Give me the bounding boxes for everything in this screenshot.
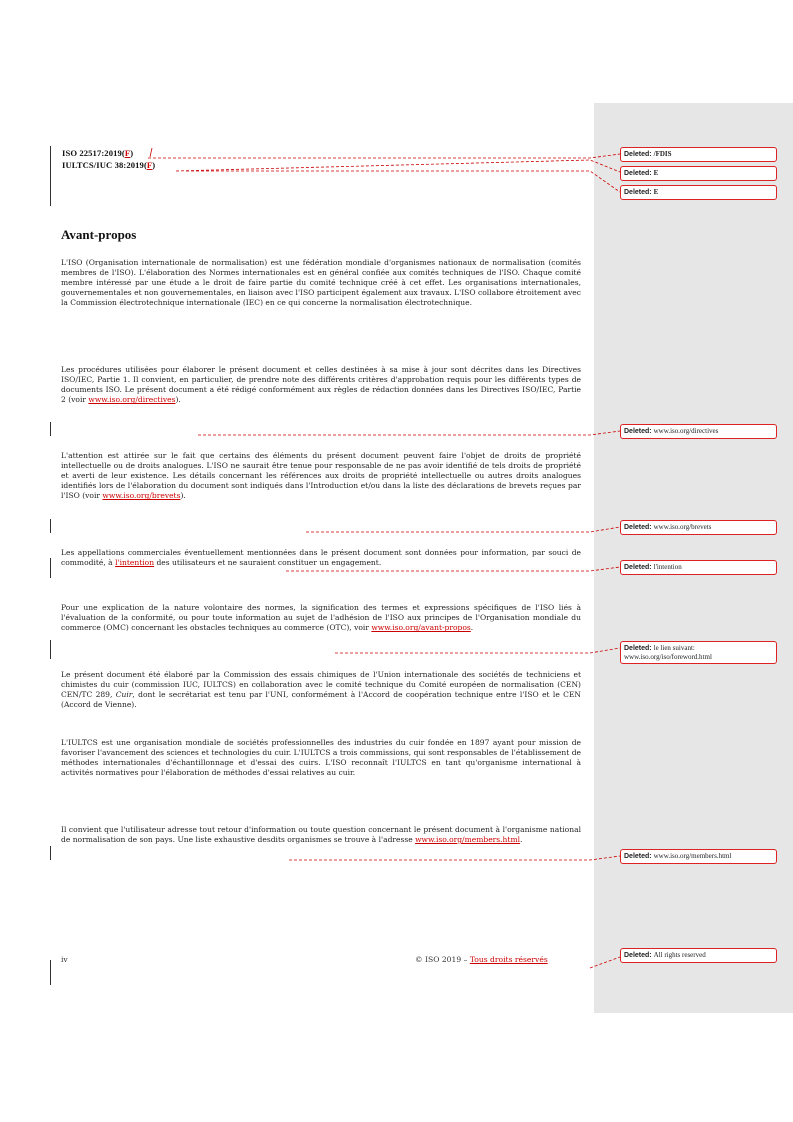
inserted-text: F xyxy=(124,148,131,158)
change-bar xyxy=(50,640,51,659)
document-reference-iso: ISO 22517:2019(F) xyxy=(62,148,134,158)
change-bar xyxy=(50,422,51,436)
deleted-comment[interactable]: Deleted: www.iso.org/members.html xyxy=(620,849,777,864)
members-link[interactable]: www.iso.org/members.html xyxy=(415,835,521,845)
section-heading: Avant-propos xyxy=(61,227,137,242)
deleted-comment[interactable]: Deleted: E xyxy=(620,166,777,181)
paragraph-patents: L'attention est attirée sur le fait que certains des éléments du présent document peuvent faire l'objet de droits de propriété intellectuelle ou de droits analogues. L'ISO ne saurait être tenue pour responsable de ne pas avoir identifié de tels droits de propriété et averti de leur existence. Les détails concernant les références aux droits de propriété intellectuelle ou autres droits analogues identifiés lors de l'élaboration du document sont indiqués dans l'Introduction et/ou dans la liste des déclarations de brevets reçues par l'ISO (voir www.iso.org/brevets). xyxy=(61,451,581,501)
deleted-comment[interactable]: Deleted: E xyxy=(620,185,777,200)
deleted-comment[interactable]: Deleted: l'intention xyxy=(620,560,777,575)
paragraph-committee: Le présent document été élaboré par la Commission des essais chimiques de l'Union internationale des sociétés de techniciens et chimistes du cuir (commission IUC, IULTCS) en collaboration avec le comité technique du Comité européen de normalisation (CEN) CEN/TC 289, Cuir, dont le secrétariat est tenu par l'UNI, conformément à l'Accord de coopération technique entre l'ISO et le CEN (Accord de Vienne). xyxy=(61,670,582,710)
patents-link[interactable]: www.iso.org/brevets xyxy=(102,491,181,501)
deleted-comment[interactable]: Deleted: www.iso.org/brevets xyxy=(620,520,777,535)
inserted-text: Tous droits réservés xyxy=(469,955,548,964)
paragraph-voluntary-nature: Pour une explication de la nature volontaire des normes, la signification des termes et expressions spécifiques de l'ISO liés à l'évaluation de la conformité, ou pour toute information au sujet de l'adhésion de l'ISO aux principes de l'Organisation mondiale du commerce (OMC) concernant les obstacles techniques au commerce (OTC), voir www.iso.org/avant-propos. xyxy=(61,603,581,633)
copyright-notice: © ISO 2019 – Tous droits réservés xyxy=(415,955,548,964)
deleted-comment[interactable]: Deleted: le lien suivant: www.iso.org/iso/foreword.html xyxy=(620,641,777,664)
paragraph-procedures: Les procédures utilisées pour élaborer le présent document et celles destinées à sa mise à jour sont décrites dans les Directives ISO/IEC, Partie 1. Il convient, en particulier, de prendre note des différents critères d'approbation requis pour les différents types de documents ISO. Le présent document a été rédigé conformément aux règles de rédaction données dans les Directives ISO/IEC, Partie 2 (voir www.iso.org/directives). xyxy=(61,365,581,405)
page-number: iv xyxy=(61,955,68,964)
paragraph-iultcs: L'IULTCS est une organisation mondiale de sociétés professionnelles des industries du cuir fondée en 1897 ayant pour mission de favoriser l'avancement des sciences et technologies du cuir. L'IULTCS a trois commissions, qui sont responsables de l'établissement de méthodes internationales d'échantillonnage et d'essai des cuirs. L'ISO reconnaît l'IULTCS en tant qu'organisme international à activités normatives pour l'élaboration de méthodes d'essai relatives au cuir. xyxy=(61,738,581,778)
markup-margin-pane xyxy=(594,103,793,1013)
deleted-comment[interactable]: Deleted: www.iso.org/directives xyxy=(620,424,777,439)
inserted-text: l'intention xyxy=(115,558,155,568)
foreword-link[interactable]: www.iso.org/avant-propos xyxy=(371,623,471,633)
change-bar xyxy=(50,519,51,533)
deleted-comment[interactable]: Deleted: All rights reserved xyxy=(620,948,777,963)
document-reference-iultcs: IULTCS/IUC 38:2019(F) xyxy=(62,160,156,170)
change-bar xyxy=(50,146,51,206)
deleted-comment[interactable]: Deleted: /FDIS xyxy=(620,147,777,162)
inserted-text: F xyxy=(146,160,153,170)
change-bar xyxy=(50,846,51,860)
directives-link[interactable]: www.iso.org/directives xyxy=(88,395,176,405)
paragraph-feedback: Il convient que l'utilisateur adresse tout retour d'information ou toute question concernant le présent document à l'organisme national de normalisation de son pays. Une liste exhaustive desdits organismes se trouve à l'adresse www.iso.org/members.html. xyxy=(61,825,581,845)
paragraph-trade-names: Les appellations commerciales éventuellement mentionnées dans le présent document sont données pour information, par souci de commodité, à l'intention des utilisateurs et ne sauraient constituer un engagement. xyxy=(61,548,581,568)
paragraph-iso-intro: L'ISO (Organisation internationale de normalisation) est une fédération mondiale d'organismes nationaux de normalisation (comités membres de l'ISO). L'élaboration des Normes internationales est en général confiée aux comités techniques de l'ISO. Chaque comité membre intéressé par une étude a le droit de faire partie du comité technique créé à cet effet. Les organisations internationales, gouvernementales et non gouvernementales, en liaison avec l'ISO participent également aux travaux. L'ISO collabore étroitement avec la Commission électrotechnique internationale (IEC) en ce qui concerne la normalisation électrotechnique. xyxy=(61,258,581,308)
change-bar xyxy=(50,960,51,985)
change-bar xyxy=(50,558,51,578)
